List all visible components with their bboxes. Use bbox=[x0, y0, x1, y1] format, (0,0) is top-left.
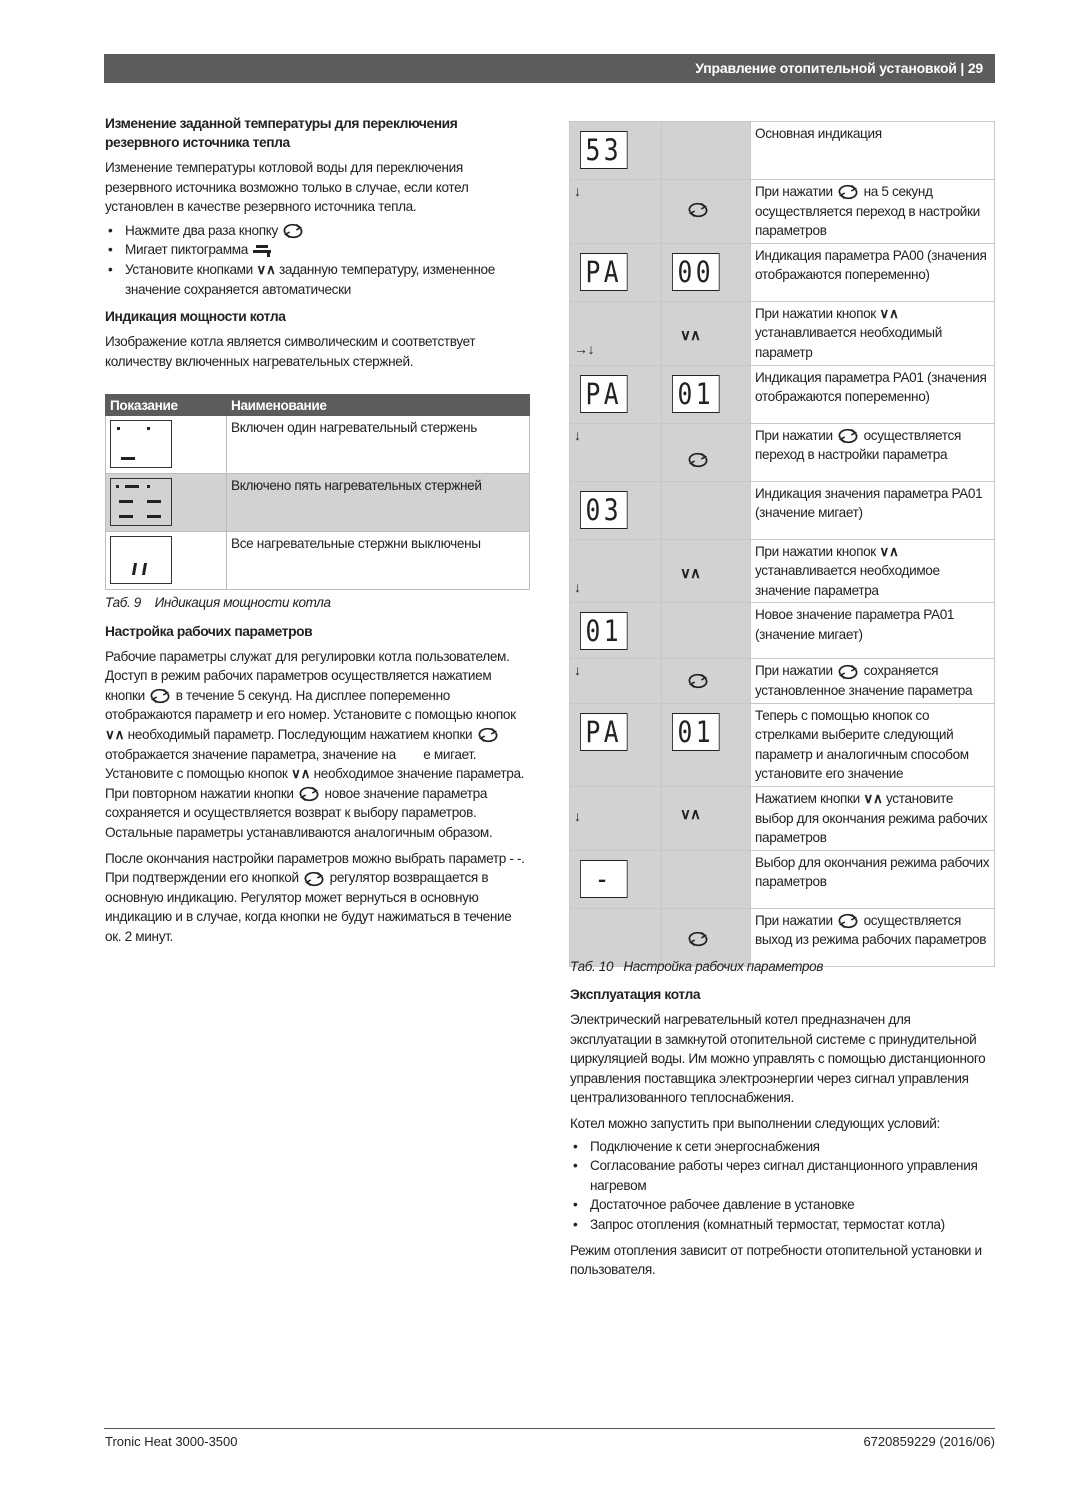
paragraph: Режим отопления зависит от потребности отопительной установки и пользователя. bbox=[570, 1242, 982, 1278]
cycle-icon bbox=[297, 786, 321, 802]
table-row bbox=[570, 850, 995, 908]
table-row bbox=[570, 180, 995, 244]
cycle-icon bbox=[686, 452, 710, 468]
up-down-icon: ∨∧ bbox=[105, 726, 125, 742]
column-header: Показание bbox=[106, 395, 227, 416]
table-row bbox=[570, 423, 995, 481]
list-item: • Согласование работы через сигнал дистанционного управления нагревом bbox=[570, 1156, 995, 1195]
table-cell: Новое значение параметра PA01 (значение мигает) bbox=[751, 603, 995, 659]
table-cell: Индикация параметра PA00 (значения отображаются попеременно) bbox=[751, 243, 995, 301]
header-title: Управление отопительной установкой | 29 bbox=[695, 60, 983, 76]
paragraph: Котел можно запустить при выполнении следующих условий: bbox=[570, 1115, 940, 1131]
display-01: 01 bbox=[672, 713, 720, 751]
table-row bbox=[570, 122, 995, 180]
table-row bbox=[570, 786, 995, 850]
arrow-right-down-icon: →↓ bbox=[574, 340, 595, 357]
boiler-display-off bbox=[110, 536, 172, 584]
table-cell: Включено пять нагревательных стержней bbox=[227, 474, 530, 532]
cycle-icon bbox=[686, 202, 710, 218]
footer-right: 6720859229 (2016/06) bbox=[863, 1434, 995, 1449]
table-cell: Все нагревательные стержни выключены bbox=[227, 532, 530, 590]
paragraph: Изменение температуры котловой воды для переключения резервного источника возможно только в случае, если котел установлен в качестве резервного источника тепла. bbox=[105, 160, 469, 215]
table-cell: Включен один нагревательный стержень bbox=[227, 416, 530, 474]
table-caption: Таб. 9 Индикация мощности котла bbox=[105, 595, 331, 610]
cycle-icon bbox=[836, 428, 860, 444]
display-PA: PA bbox=[580, 253, 628, 291]
arrow-down-icon: ↓ bbox=[574, 426, 581, 443]
table-cell: При нажатии осуществляется выход из режима рабочих параметров bbox=[751, 908, 995, 966]
section-heading: Индикация мощности котла bbox=[105, 309, 286, 325]
arrow-down-icon: ↓ bbox=[574, 807, 581, 824]
section-heading: Эксплуатация котла bbox=[570, 987, 701, 1002]
boiler-display-five bbox=[110, 478, 172, 526]
display-01: 01 bbox=[672, 375, 720, 413]
up-down-icon: ∨∧ bbox=[680, 326, 700, 344]
cycle-icon bbox=[686, 931, 710, 947]
parameter-settings-table bbox=[569, 121, 995, 967]
up-down-icon: ∨∧ bbox=[290, 766, 311, 782]
table-cell: При нажатии на 5 секунд осуществляется переход в настройки параметров bbox=[751, 180, 995, 244]
footer-left: Tronic Heat 3000-3500 bbox=[105, 1434, 238, 1449]
display-PA: PA bbox=[580, 375, 628, 413]
table-cell: При нажатии кнопок ∨∧ устанавливается необходимое значение параметра bbox=[751, 539, 995, 603]
right-column bbox=[570, 985, 995, 1280]
display-dashes: - bbox=[580, 860, 628, 898]
table-row bbox=[570, 481, 995, 539]
table-cell: Индикация значения параметра PA01 (значение мигает) bbox=[751, 481, 995, 539]
cycle-icon bbox=[836, 913, 860, 929]
list-item: • Достаточное рабочее давление в установке bbox=[570, 1195, 995, 1215]
list-item: • Запрос отопления (комнатный термостат, термостат котла) bbox=[570, 1215, 995, 1235]
table-row bbox=[570, 539, 995, 603]
arrow-down-icon: ↓ bbox=[574, 662, 581, 679]
paragraph: Рабочие параметры служат для регулировки котла пользователем. Доступ в режим рабочих параметров осуществляется нажатием кнопки в течение 5 секунд. На дисплее попеременно отображаются параметр и его номер. Установите с помощью кнопок ∨∧ необходимый параметр. Последующим нажатием кнопки отображается значение параметра, значение на е мигает. Установите с помощью кнопок ∨∧ необходимое значение параметра. При повторном нажатии кнопки новое значение параметра сохраняется и осуществляется возврат к выбору параметров. Остальные параметры устанавливаются аналогичным образом. bbox=[105, 648, 525, 840]
footer-rule bbox=[104, 1428, 995, 1429]
table-row bbox=[570, 703, 995, 786]
up-down-icon: ∨∧ bbox=[879, 305, 899, 321]
cycle-icon bbox=[836, 664, 860, 680]
table-row bbox=[106, 532, 530, 590]
table-cell: Теперь с помощью кнопок со стрелками выберите следующий параметр и аналогичным способом установите его значение bbox=[751, 703, 995, 786]
table-cell: Основная индикация bbox=[751, 122, 995, 180]
display-03: 03 bbox=[580, 491, 628, 529]
table-cell: Нажатием кнопки ∨∧ установите выбор для окончания режима рабочих параметров bbox=[751, 786, 995, 850]
table-row bbox=[570, 659, 995, 703]
cycle-icon bbox=[148, 688, 172, 704]
list-item: • Нажмите два раза кнопку bbox=[105, 221, 530, 241]
bullet-list bbox=[570, 1137, 995, 1235]
table-cell: Выбор для окончания режима рабочих параметров bbox=[751, 850, 995, 908]
list-item: • Подключение к сети энергоснабжения bbox=[570, 1137, 995, 1157]
paragraph: После окончания настройки параметров можно выбрать параметр - -. При подтверждении его кнопкой регулятор возвращается в основную индикацию. Регулятор может вернуться в основную индикацию и в случае, когда кнопки не будут нажиматься в течение ок. 2 минут. bbox=[105, 850, 525, 944]
table-caption: Таб. 10 Настройка рабочих параметров bbox=[570, 959, 824, 974]
up-down-icon: ∨∧ bbox=[879, 543, 899, 559]
display-01: 01 bbox=[580, 612, 628, 650]
table-cell: При нажатии сохраняется установленное значение параметра bbox=[751, 659, 995, 703]
arrow-down-icon: ↓ bbox=[574, 183, 581, 199]
table-row bbox=[570, 243, 995, 301]
paragraph: Электрический нагревательный котел предназначен для эксплуатации в замкнутой отопительной системе с принудительной циркуляцией воды. Им можно управлять с помощью дистанционного управления поставщика электроэнергии через сигнал управления централизованного теплоснабжения. bbox=[570, 1012, 986, 1106]
display-53: 53 bbox=[580, 131, 628, 169]
table-cell: При нажатии осуществляется переход в настройки параметра bbox=[751, 423, 995, 481]
bullet-list bbox=[105, 221, 530, 299]
arrow-down-icon: ↓ bbox=[574, 578, 581, 595]
table10-caption-wrap bbox=[570, 957, 995, 977]
section-heading: Изменение заданной температуры для переключения резервного источника тепла bbox=[105, 116, 458, 150]
cycle-icon bbox=[281, 223, 305, 239]
up-down-icon: ∨∧ bbox=[680, 805, 700, 823]
left-column-lower bbox=[105, 593, 530, 947]
table-row bbox=[106, 474, 530, 532]
table-row bbox=[570, 301, 995, 365]
boiler-display-one bbox=[110, 420, 172, 468]
tap-icon bbox=[251, 243, 273, 259]
list-item: • Установите кнопками ∨∧ заданную температуру, измененное значение сохраняется автоматически bbox=[105, 260, 530, 299]
up-down-icon: ∨∧ bbox=[256, 261, 276, 277]
left-column bbox=[105, 114, 530, 371]
section-heading: Настройка рабочих параметров bbox=[105, 623, 313, 639]
table-cell: При нажатии кнопок ∨∧ устанавливается необходимый параметр bbox=[751, 301, 995, 365]
cycle-icon bbox=[302, 871, 326, 887]
list-item: • Мигает пиктограмма bbox=[105, 240, 530, 260]
table-row bbox=[570, 603, 995, 659]
up-down-icon: ∨∧ bbox=[863, 790, 883, 806]
page-header bbox=[104, 54, 995, 83]
table-cell: Индикация параметра PA01 (значения отображаются попеременно) bbox=[751, 365, 995, 423]
display-00: 00 bbox=[672, 253, 720, 291]
up-down-icon: ∨∧ bbox=[680, 564, 700, 582]
column-header: Наименование bbox=[227, 395, 530, 416]
display-PA: PA bbox=[580, 713, 628, 751]
cycle-icon bbox=[476, 727, 500, 743]
power-indication-table bbox=[105, 394, 530, 590]
table-row bbox=[570, 365, 995, 423]
table-row bbox=[106, 416, 530, 474]
cycle-icon bbox=[686, 673, 710, 689]
cycle-icon bbox=[836, 184, 860, 200]
paragraph: Изображение котла является символическим и соответствует количеству включенных нагревательных стержней. bbox=[105, 334, 476, 369]
